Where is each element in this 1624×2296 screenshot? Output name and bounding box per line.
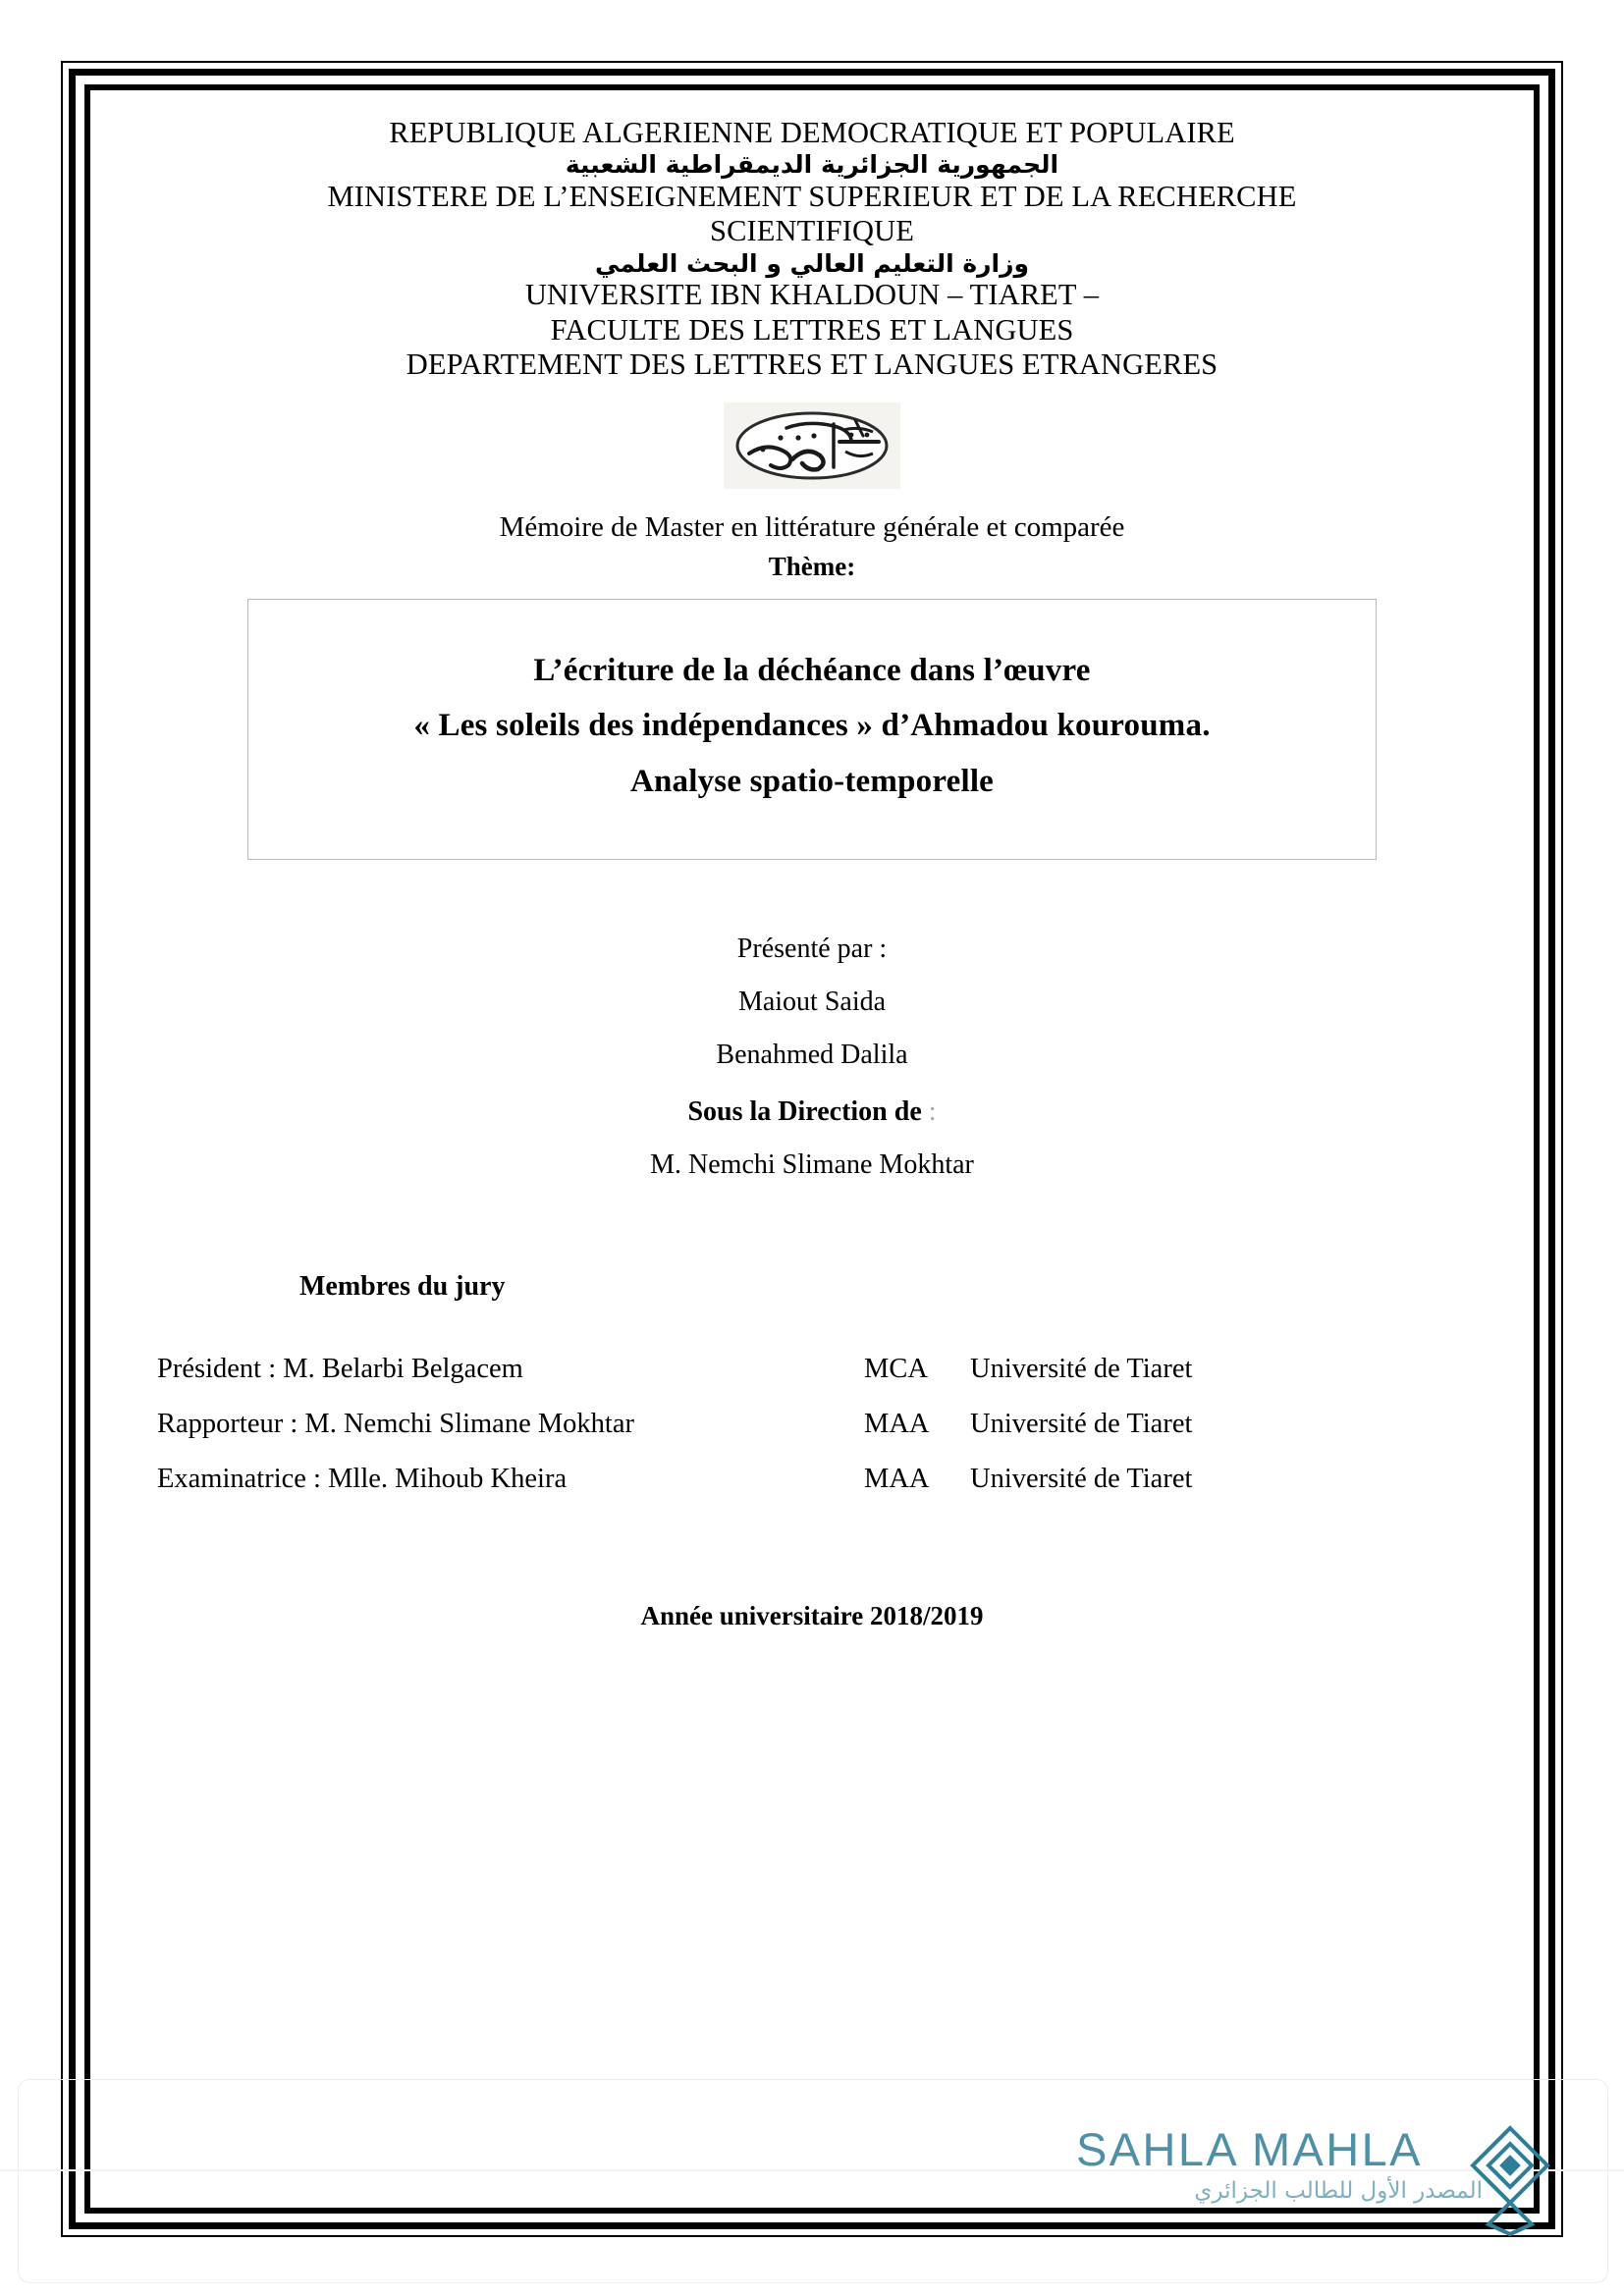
jury-role: Examinatrice : Mlle. Mihoub Kheira bbox=[157, 1463, 568, 1494]
jury-role: Rapporteur : M. Nemchi Slimane Mokhtar bbox=[157, 1408, 634, 1439]
jury-heading: Membres du jury bbox=[299, 1270, 506, 1302]
jury-institution: Université de Tiaret bbox=[970, 1353, 1193, 1384]
header-ministry-ar: وزارة التعليم العالي و البحث العلمي bbox=[594, 248, 1030, 278]
theme-colon: : bbox=[846, 551, 856, 581]
watermark-diamond-icon bbox=[1463, 2122, 1557, 2243]
jury-row bbox=[157, 1409, 1506, 1440]
degree-line: Mémoire de Master en littérature générale et comparée bbox=[499, 511, 1125, 544]
author-name-2: Benahmed Dalila bbox=[716, 1039, 908, 1070]
supervisor-name: M. Nemchi Slimane Mokhtar bbox=[650, 1148, 974, 1180]
jury-institution: Université de Tiaret bbox=[970, 1408, 1193, 1439]
header-republic-fr: REPUBLIQUE ALGERIENNE DEMOCRATIQUE ET POPULAIRE bbox=[389, 116, 1235, 149]
header-ministry-fr-line2: SCIENTIFIQUE bbox=[710, 214, 914, 248]
jury-grade: MCA bbox=[864, 1353, 928, 1384]
presented-by-label: Présenté par : bbox=[736, 933, 888, 964]
jury-grade: MAA bbox=[864, 1463, 930, 1494]
thesis-title-line-2: « Les soleils des indépendances » d’Ahmadou kourouma. bbox=[413, 708, 1211, 744]
supervisor-label-row bbox=[118, 1096, 1506, 1128]
university-seal-icon bbox=[724, 402, 900, 489]
jury-role: Président : M. Belarbi Belgacem bbox=[157, 1353, 523, 1384]
theme-label: Thème bbox=[768, 551, 847, 581]
title-page-content bbox=[118, 116, 1506, 1631]
thesis-title-box bbox=[247, 599, 1377, 860]
jury-row bbox=[157, 1464, 1506, 1495]
author-name-1: Maiout Saida bbox=[737, 986, 887, 1017]
academic-year: Année universitaire 2018/2019 bbox=[640, 1600, 984, 1630]
header-faculty: FACULTE DES LETTRES ET LANGUES bbox=[550, 312, 1074, 347]
header-republic-ar: الجمهورية الجزائرية الديمقراطية الشعبية bbox=[565, 150, 1059, 180]
jury-members-list bbox=[118, 1354, 1506, 1495]
watermark-brand: SAHLA MAHLA bbox=[1076, 2123, 1423, 2175]
header-ministry-fr-line1: MINISTERE DE L’ENSEIGNEMENT SUPERIEUR ET DE LA RECHERCHE bbox=[327, 179, 1297, 213]
jury-institution: Université de Tiaret bbox=[970, 1463, 1193, 1494]
header-university: UNIVERSITE IBN KHALDOUN – TIARET – bbox=[524, 278, 1100, 312]
thesis-title-line-3: Analyse spatio-temporelle bbox=[629, 764, 995, 799]
supervisor-colon: : bbox=[928, 1095, 937, 1127]
university-logo-container bbox=[118, 402, 1506, 489]
thesis-title-line-1: L’écriture de la déchéance dans l’œuvre bbox=[533, 652, 1091, 688]
jury-row bbox=[157, 1354, 1506, 1385]
watermark-tagline: المصدر الأول للطالب الجزائري bbox=[1194, 2178, 1483, 2204]
theme-label-row bbox=[118, 552, 1506, 582]
jury-grade: MAA bbox=[864, 1408, 930, 1439]
header-department: DEPARTEMENT DES LETTRES ET LANGUES ETRANGERES bbox=[406, 347, 1218, 381]
supervisor-label: Sous la Direction de bbox=[687, 1095, 922, 1127]
watermark bbox=[1076, 2123, 1547, 2254]
